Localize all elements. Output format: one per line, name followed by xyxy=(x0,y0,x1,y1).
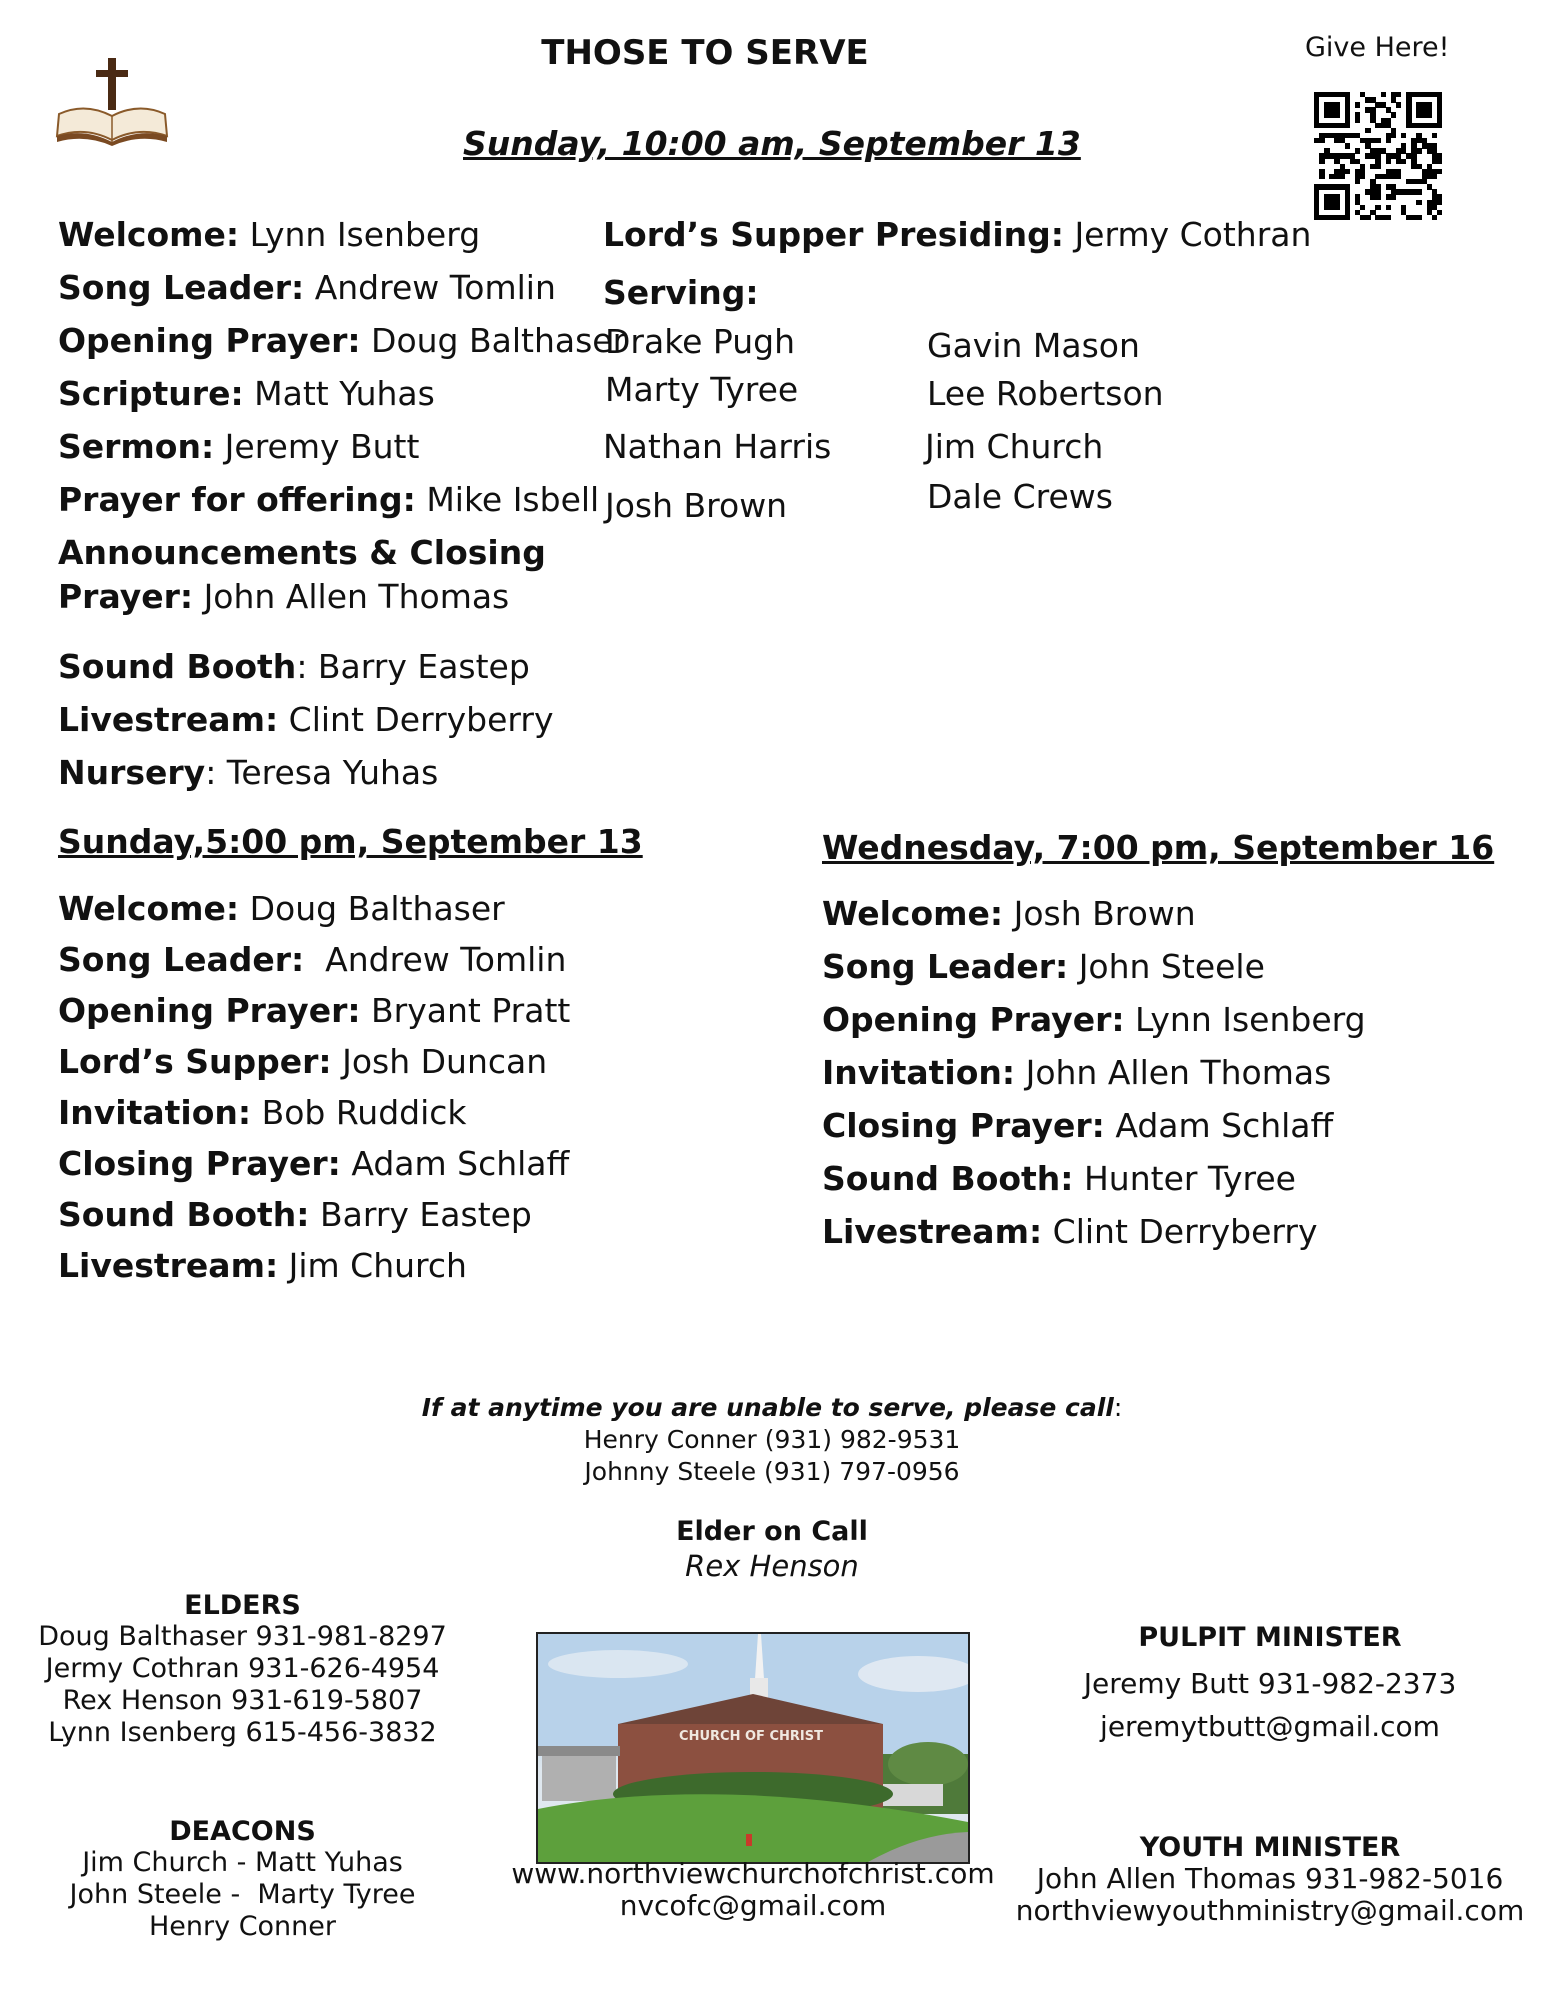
assignment-row xyxy=(58,374,626,430)
assignment-row xyxy=(822,894,1366,950)
church-building-photo xyxy=(536,1632,970,1864)
qr-module xyxy=(1396,174,1401,179)
elder-on-call-label: Elder on Call xyxy=(676,1516,868,1547)
church-sign-text: CHURCH OF CHRIST xyxy=(679,1729,823,1744)
unable-text: If at anytime you are unable to serve, please call xyxy=(421,1393,1114,1422)
qr-module xyxy=(1416,200,1421,205)
elder-on-call xyxy=(572,1516,972,1583)
role-label: Livestream: xyxy=(58,1246,279,1285)
assignment-row xyxy=(58,268,626,324)
elders-section xyxy=(20,1590,465,1749)
assignee-name: John Steele xyxy=(1068,947,1265,986)
pulpit-name-phone: Jeremy Butt 931-982-2373 xyxy=(1083,1667,1457,1700)
qr-module xyxy=(1365,128,1370,133)
role-label: Scripture: xyxy=(58,374,244,413)
assignee-name: Adam Schlaff xyxy=(340,1144,570,1183)
give-qr-code[interactable] xyxy=(1314,92,1442,220)
role-label: Closing Prayer: xyxy=(822,1106,1105,1145)
role-label: Lord’s Supper: xyxy=(58,1042,332,1081)
pulpit-email-link[interactable]: jeremytbutt@gmail.com xyxy=(1100,1710,1440,1743)
qr-module xyxy=(1432,174,1437,179)
qr-module xyxy=(1345,215,1350,220)
role-label: Sermon: xyxy=(58,427,215,466)
qr-module xyxy=(1386,215,1391,220)
wednesday-heading: Wednesday, 7:00 pm, September 16 xyxy=(822,828,1495,867)
role-label: Closing Prayer: xyxy=(58,1144,341,1183)
church-website-link[interactable]: www.northviewchurchofchrist.com xyxy=(511,1857,995,1890)
qr-module xyxy=(1437,123,1442,128)
role-label: Song Leader: xyxy=(58,268,305,307)
assignee-name: Matt Yuhas xyxy=(243,374,435,413)
church-contact xyxy=(505,1858,1001,1922)
role-label: Opening Prayer: xyxy=(58,321,361,360)
qr-module xyxy=(1381,92,1386,97)
assignment-row xyxy=(58,1246,570,1300)
assignment-row xyxy=(58,1093,570,1147)
role-label: Opening Prayer: xyxy=(58,991,361,1030)
qr-module xyxy=(1427,112,1432,117)
pulpit-heading: PULPIT MINISTER xyxy=(1138,1622,1402,1653)
qr-module xyxy=(1355,179,1360,184)
youth-email-link[interactable]: northviewyouthministry@gmail.com xyxy=(1015,1894,1525,1927)
role-label: Opening Prayer: xyxy=(822,1000,1125,1039)
qr-module xyxy=(1319,174,1324,179)
sunday-am-heading: Sunday, 10:00 am, September 13 xyxy=(463,124,1081,163)
assignee-name: Doug Balthaser xyxy=(239,889,505,928)
assignment-row xyxy=(58,647,626,703)
assignee-name: John Allen Thomas xyxy=(1015,1053,1332,1092)
qr-module xyxy=(1432,215,1437,220)
server-name: Nathan Harris xyxy=(603,427,832,466)
give-here-label: Give Here! xyxy=(1305,32,1450,63)
assignee-name: Lynn Isenberg xyxy=(239,215,481,254)
qr-module xyxy=(1375,205,1380,210)
assignment-row xyxy=(822,1212,1366,1268)
assignment-row xyxy=(58,1144,570,1198)
server-name: Lee Robertson xyxy=(927,374,1164,413)
role-label: Serving: xyxy=(603,273,759,312)
qr-module xyxy=(1375,138,1380,143)
contact-phone: Henry Conner (931) 982-9531 xyxy=(583,1425,961,1454)
qr-module xyxy=(1396,92,1401,97)
qr-module xyxy=(1416,189,1421,194)
qr-module xyxy=(1432,133,1437,138)
qr-module xyxy=(1401,133,1406,138)
bible-cross-logo xyxy=(55,58,170,146)
assignment-row xyxy=(58,480,626,536)
server-name: Dale Crews xyxy=(927,477,1113,516)
elder-contact: Lynn Isenberg 615-456-3832 xyxy=(48,1717,437,1748)
role-label: Song Leader: xyxy=(822,947,1069,986)
role-label: Sound Booth: xyxy=(822,1159,1074,1198)
assignment-row xyxy=(58,427,626,483)
role-label: Song Leader: xyxy=(58,940,305,979)
assignment-row xyxy=(822,947,1366,1003)
elder-on-call-name: Rex Henson xyxy=(685,1549,859,1583)
pulpit-minister-section xyxy=(1060,1622,1480,1743)
qr-module xyxy=(1375,164,1380,169)
assignee-name: Lynn Isenberg xyxy=(1124,1000,1366,1039)
role-label: Welcome: xyxy=(822,894,1004,933)
qr-module xyxy=(1360,174,1365,179)
server-name: Jim Church xyxy=(925,427,1104,466)
assignee-name: Jermy Cothran xyxy=(1063,215,1312,254)
elders-heading: ELDERS xyxy=(184,1590,301,1621)
assignee-name: Hunter Tyree xyxy=(1073,1159,1296,1198)
assignee-name: Doug Balthaser xyxy=(360,321,627,360)
role-label: Welcome: xyxy=(58,215,240,254)
role-label: Announcements & Closing xyxy=(58,533,546,572)
page-title: THOSE TO SERVE xyxy=(541,33,869,73)
assignment-row xyxy=(58,1042,570,1096)
qr-module xyxy=(1401,159,1406,164)
serving-label xyxy=(603,273,759,312)
role-label: Nursery xyxy=(58,753,206,792)
unable-colon: : xyxy=(1113,1393,1123,1422)
wednesday-assignments xyxy=(822,894,1366,1268)
qr-module xyxy=(1416,215,1421,220)
qr-module xyxy=(1386,159,1391,164)
assignee-name: Josh Duncan xyxy=(331,1042,548,1081)
assignment-row xyxy=(58,700,626,756)
assignee-name: Andrew Tomlin xyxy=(304,268,556,307)
assignee-name: Clint Derryberry xyxy=(278,700,554,739)
role-label: Invitation: xyxy=(822,1053,1016,1092)
qr-module xyxy=(1375,194,1380,199)
role-label: Livestream: xyxy=(58,700,279,739)
assignee-name: Adam Schlaff xyxy=(1104,1106,1334,1145)
assignment-row xyxy=(58,940,570,994)
qr-module xyxy=(1355,102,1360,107)
deacon-names: Henry Conner xyxy=(149,1911,336,1942)
assignment-row xyxy=(58,321,627,377)
qr-module xyxy=(1437,200,1442,205)
role-label: Lord’s Supper Presiding: xyxy=(603,215,1064,254)
role-label: Prayer: xyxy=(58,577,194,616)
assignment-row xyxy=(58,577,626,650)
qr-module xyxy=(1319,159,1324,164)
deacons-section xyxy=(20,1816,465,1943)
sunday-pm-assignments xyxy=(58,889,571,1300)
elder-contact: Rex Henson 931-619-5807 xyxy=(62,1685,423,1716)
assignment-row xyxy=(822,1106,1366,1162)
assignee-name: Bob Ruddick xyxy=(251,1093,467,1132)
church-email-link[interactable]: nvcofc@gmail.com xyxy=(619,1889,887,1922)
qr-module xyxy=(1437,210,1442,215)
unable-to-serve-notice xyxy=(372,1392,1172,1488)
assignee-name: Andrew Tomlin xyxy=(304,940,567,979)
qr-module xyxy=(1334,112,1339,117)
sunday-am-assignments xyxy=(58,215,627,809)
server-name: Marty Tyree xyxy=(605,370,799,409)
lords-supper-presiding xyxy=(603,215,1312,254)
deacons-heading: DEACONS xyxy=(169,1816,316,1847)
assignee-name: Mike Isbell xyxy=(415,480,600,519)
role-label: Welcome: xyxy=(58,889,240,928)
qr-module xyxy=(1391,194,1396,199)
assignment-row xyxy=(822,1000,1366,1056)
assignment-row xyxy=(822,1053,1366,1109)
server-name: Gavin Mason xyxy=(927,326,1140,365)
qr-module xyxy=(1355,148,1360,153)
assignee-name: Jim Church xyxy=(278,1246,467,1285)
qr-module xyxy=(1355,118,1360,123)
youth-minister-section xyxy=(1005,1832,1535,1927)
assignment-row xyxy=(58,215,626,271)
qr-module xyxy=(1437,159,1442,164)
qr-module xyxy=(1416,148,1421,153)
qr-module xyxy=(1391,112,1396,117)
qr-module xyxy=(1345,169,1350,174)
qr-module xyxy=(1319,138,1324,143)
assignee-name: Jeremy Butt xyxy=(214,427,420,466)
assignee-name: Bryant Pratt xyxy=(360,991,571,1030)
elder-contact: Doug Balthaser 931-981-8297 xyxy=(38,1621,447,1652)
assignment-row xyxy=(58,889,570,943)
qr-module xyxy=(1345,123,1350,128)
qr-module xyxy=(1386,205,1391,210)
unable-line xyxy=(372,1392,1172,1424)
qr-module xyxy=(1365,215,1370,220)
assignee-name: John Allen Thomas xyxy=(193,577,510,616)
assignment-row xyxy=(58,753,626,809)
role-label: Prayer for offering: xyxy=(58,480,416,519)
assignment-row xyxy=(822,1159,1366,1215)
server-name: Josh Brown xyxy=(605,486,788,525)
server-name: Drake Pugh xyxy=(605,322,796,361)
assignment-row xyxy=(58,533,626,580)
qr-module xyxy=(1345,143,1350,148)
youth-name-phone: John Allen Thomas 931-982-5016 xyxy=(1036,1862,1504,1895)
elder-contact: Jermy Cothran 931-626-4954 xyxy=(45,1653,440,1684)
assignee-name: Clint Derryberry xyxy=(1042,1212,1318,1251)
assignee-name: Josh Brown xyxy=(1003,894,1196,933)
role-label: Sound Booth xyxy=(58,647,297,686)
qr-module xyxy=(1386,138,1391,143)
assignment-row xyxy=(58,1195,570,1249)
assignee-name: Barry Eastep xyxy=(309,1195,532,1234)
qr-module xyxy=(1396,102,1401,107)
contact-phone: Johnny Steele (931) 797-0956 xyxy=(584,1457,960,1486)
qr-module xyxy=(1391,133,1396,138)
assignee-name: : Teresa Yuhas xyxy=(205,753,439,792)
assignee-name: : Barry Eastep xyxy=(296,647,530,686)
qr-module xyxy=(1360,205,1365,210)
deacon-names: Jim Church - Matt Yuhas xyxy=(82,1847,403,1878)
role-label: Livestream: xyxy=(822,1212,1043,1251)
youth-heading: YOUTH MINISTER xyxy=(1139,1832,1401,1863)
role-label: Invitation: xyxy=(58,1093,252,1132)
qr-module xyxy=(1340,174,1345,179)
qr-module xyxy=(1437,169,1442,174)
qr-module xyxy=(1334,205,1339,210)
sunday-pm-heading: Sunday,5:00 pm, September 13 xyxy=(58,822,643,861)
role-label: Sound Booth: xyxy=(58,1195,310,1234)
assignment-row xyxy=(58,991,571,1045)
deacon-names: John Steele - Marty Tyree xyxy=(69,1879,416,1910)
